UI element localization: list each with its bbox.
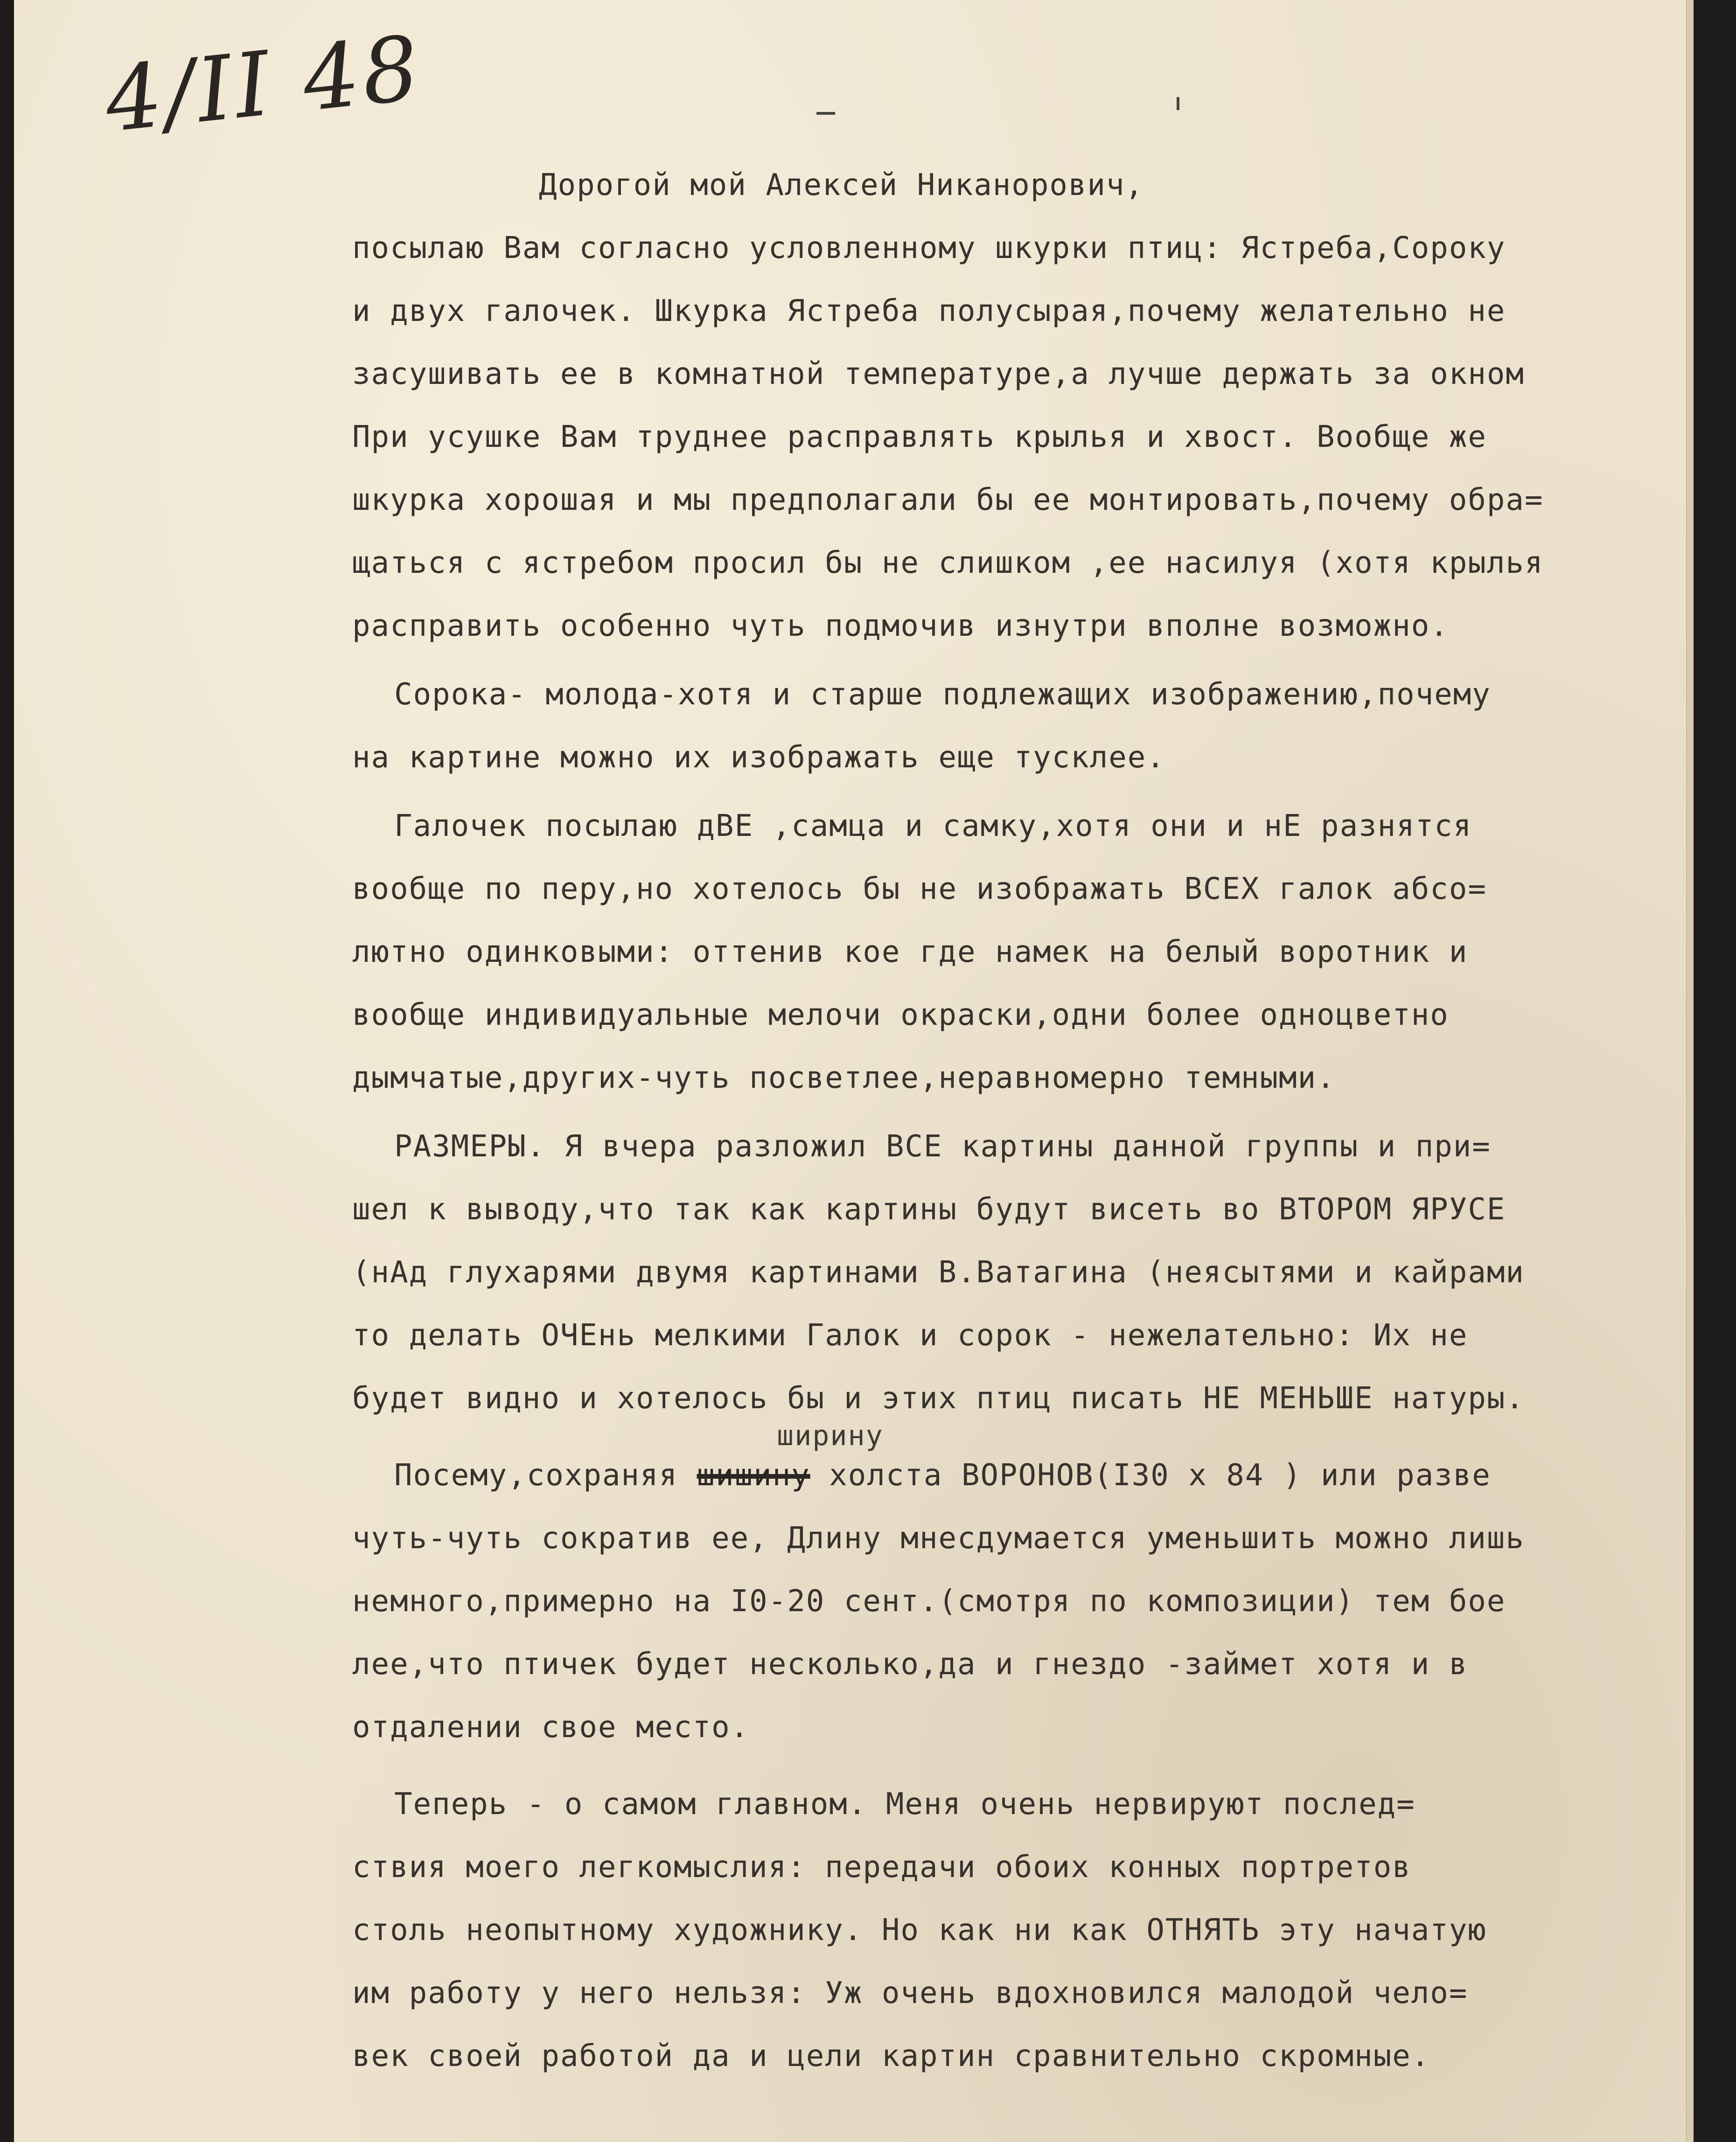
text-line: лее,что птичек будет несколько,да и гнездо -займет хотя и в — [352, 1647, 1468, 1682]
salutation: Дорогой мой Алексей Никанорович, — [539, 168, 1144, 202]
text-line: (нАд глухарями двумя картинами В.Ватагина (неясытями и кайрами — [352, 1255, 1525, 1290]
text-line: дымчатые,других-чуть посветлее,неравномерно темными. — [352, 1061, 1336, 1095]
text-line: то делать ОЧЕнь мелкими Галок и сорок - нежелательно: Их не — [352, 1318, 1468, 1353]
text-line: лютно одинковыми: оттенив кое где намек на белый воротник и — [352, 935, 1468, 969]
struck-word: шишину — [697, 1458, 810, 1493]
text-line: шел к выводу,что так как картины будут висеть во ВТОРОМ ЯРУСЕ — [352, 1192, 1506, 1227]
text-line: шкурка хорошая и мы предполагали бы ее монтировать,почему обра= — [352, 483, 1544, 517]
paragraph-1 — [352, 217, 1659, 658]
paragraph-2 — [352, 663, 1659, 789]
typed-tick-mark — [1177, 97, 1179, 110]
paragraph-3 — [352, 795, 1659, 1110]
text-line: вообще индивидуальные мелочи окраски,одни более одноцветно — [352, 998, 1449, 1032]
line-start: Посему,сохраняя — [394, 1458, 678, 1493]
text-line: При усушке Вам труднее расправлять крылья и хвост. Вообще же — [352, 420, 1487, 454]
text-line: отдалении свое место. — [352, 1710, 750, 1745]
text-line: Теперь - о самом главном. Меня очень нервируют послед= — [394, 1787, 1415, 1822]
text-line: расправить особенно чуть подмочив изнутри вполне возможно. — [352, 609, 1449, 643]
text-line: вообще по перу,но хотелось бы не изображать ВСЕХ галок абсо= — [352, 872, 1487, 906]
paragraph-6 — [352, 1773, 1659, 2088]
text-line: ствия моего легкомыслия: передачи обоих конных портретов — [352, 1850, 1411, 1885]
text-line: столь неопытному художнику. Но как ни как ОТНЯТЬ эту начатую — [352, 1913, 1487, 1947]
text-line: немного,примерно на I0-20 сент.(смотря по композиции) тем бое — [352, 1584, 1506, 1619]
text-line: Сорока- молода-хотя и старше подлежащих изображению,почему — [394, 677, 1491, 712]
typed-letter-body — [352, 154, 1659, 2088]
paragraph-4 — [352, 1115, 1659, 1430]
text-line: засушивать ее в комнатной температуре,а лучше держать за окном — [352, 357, 1525, 391]
text-line: на картине можно их изображать еще тусклее. — [352, 740, 1165, 775]
text-line: чуть-чуть сократив ее, Длину мнесдумается уменьшить можно лишь — [352, 1521, 1525, 1556]
text-line: Галочек посылаю дВЕ ,самца и самку,хотя они и нЕ разнятся — [394, 809, 1472, 843]
typed-dash-mark — [816, 112, 835, 115]
text-line: и двух галочек. Шкурка Ястреба полусырая,почему желательно не — [352, 294, 1506, 328]
text-line: щаться с ястребом просил бы не слишком ,ее насилуя (хотя крылья — [352, 546, 1544, 580]
text-line: будет видно и хотелось бы и этих птиц писать НЕ МЕНЬШЕ натуры. — [352, 1381, 1525, 1416]
text-line: посылаю Вам согласно условленному шкурки птиц: Ястреба,Сороку — [352, 231, 1506, 265]
line-end: холста ВОРОНОВ(I30 х 84 ) или разве — [829, 1458, 1491, 1493]
inserted-word: ширину — [777, 1419, 884, 1452]
text-line: век своей работой да и цели картин сравнительно скромные. — [352, 2039, 1430, 2073]
handwritten-date: 4/II 48 — [100, 16, 426, 152]
text-line: им работу у него нельзя: Уж очень вдохновился малодой чело= — [352, 1976, 1468, 2010]
letter-page — [14, 0, 1694, 2142]
text-line: РАЗМЕРЫ. Я вчера разложил ВСЕ картины данной группы и при= — [394, 1129, 1491, 1164]
paper-edge — [1686, 0, 1694, 2142]
text-line-with-correction — [352, 1419, 1659, 1507]
paragraph-5 — [352, 1419, 1659, 1759]
